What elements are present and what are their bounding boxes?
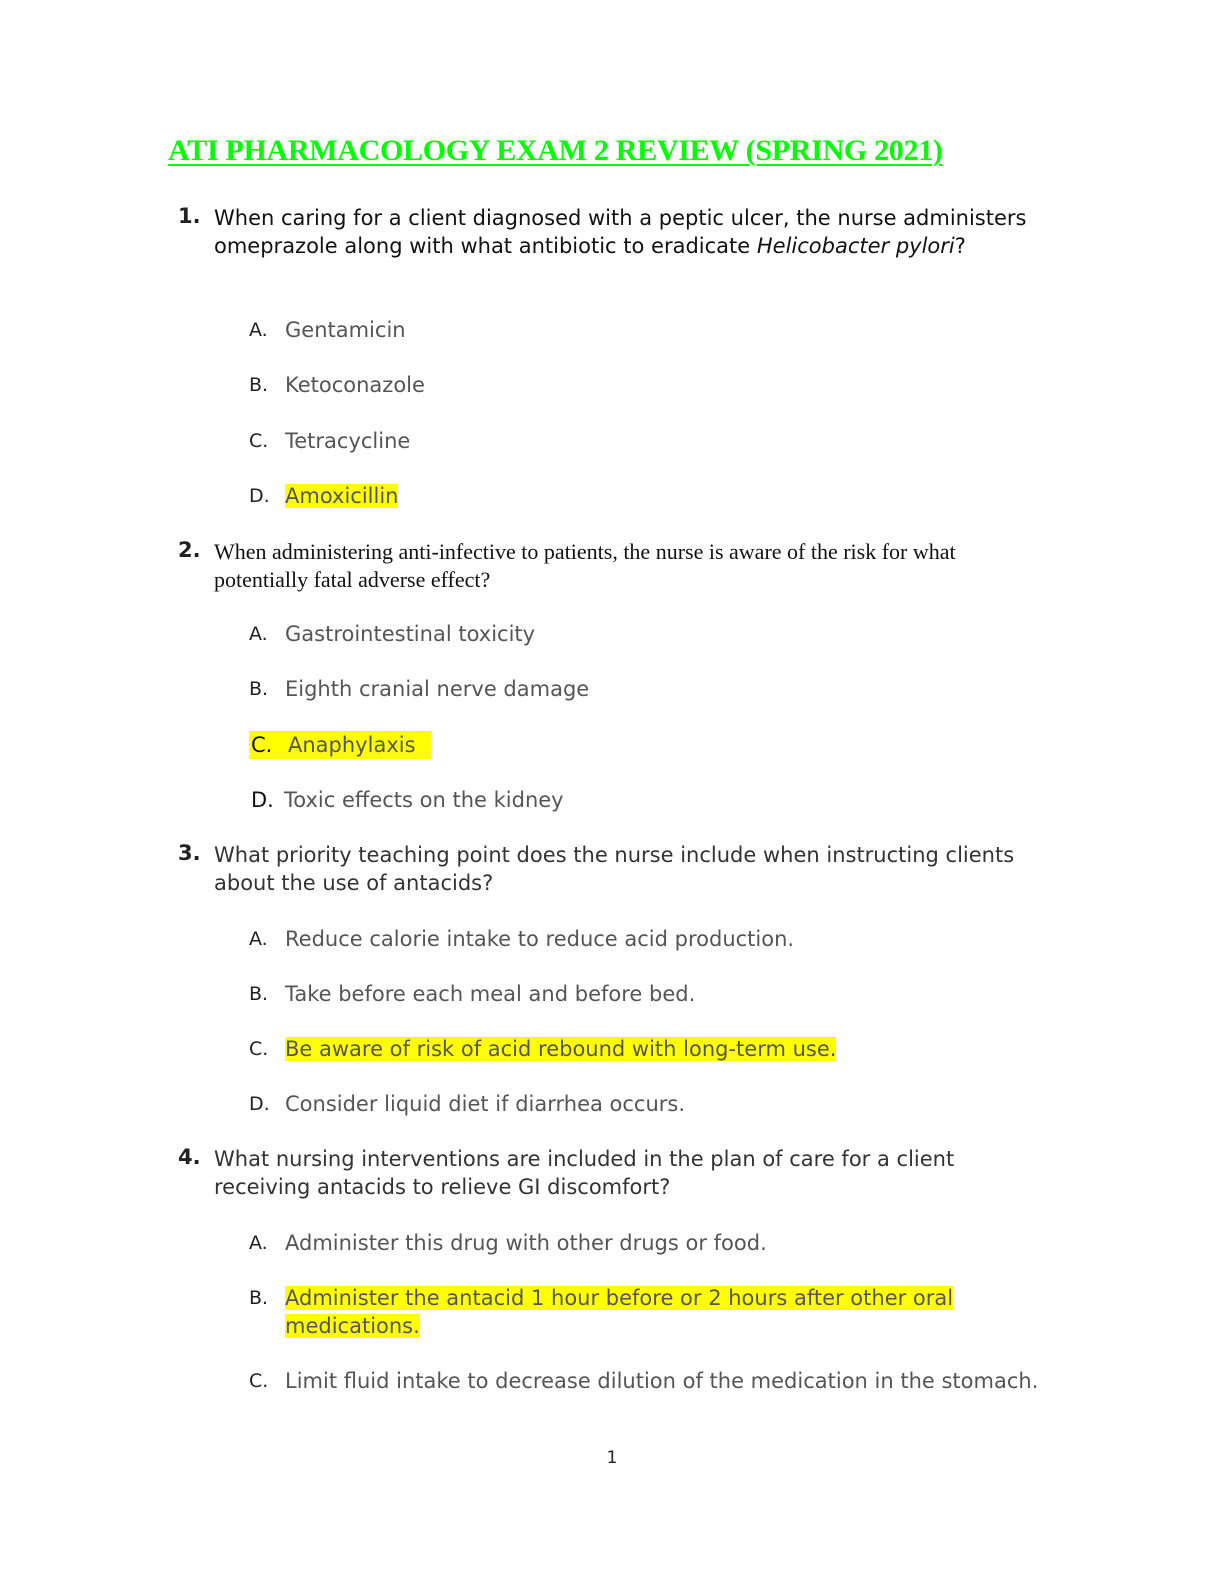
question-number: 1. xyxy=(178,204,201,228)
highlighted-answer: Be aware of risk of acid rebound with long-term use. xyxy=(285,1037,837,1061)
italic-organism: Helicobacter pylori xyxy=(756,234,955,258)
page-number: 1 xyxy=(606,1448,618,1468)
question-number: 3. xyxy=(178,841,201,865)
highlighted-answer: Administer the antacid 1 hour before or 2 hours after other oral medications. xyxy=(285,1286,954,1338)
highlighted-answer: Anaphylaxis xyxy=(288,733,416,757)
document-page: ATI PHARMACOLOGY EXAM 2 REVIEW (SPRING 2021) 1. When caring for a client diagnosed with a peptic ulcer, the nurse administers omeprazole along with what antibiotic to eradicate Helicobacter pylori? A. Gentamicin B. Ketoconazole C. Tetracycline D. Amoxicillin 2. When administering anti-infective to patients, the nurse is aware of the risk for what potentially fatal adverse effect? A. Gastrointestinal toxicity B. Eighth cranial nerve damage C. Anaphylaxis D. Toxic effects on the kidney 3. What priority teaching point does the nurse include when instructing clients about the use of antacids? A. Reduce calorie intake to reduce acid production. B. Take before each meal and before bed. C. Be aware of risk of acid rebound with long-term use. D. Consider liquid diet if diarrhea occurs. 4. What nursing interventions are included in the plan of care for a client receiving antacids to relieve GI discomfort? A. Administer this drug with other drugs or food. B. Administer the antacid 1 hour before or 2 hours after other oral medications. C. Limit fluid intake to decrease dilution of the medication in the stomach. 1 xyxy=(0,0,1224,1584)
question-number: 2. xyxy=(178,538,201,562)
question-text: When administering anti-infective to patients, the nurse is aware of the risk for what potentially fatal adverse effect? xyxy=(214,539,956,592)
highlighted-answer: Amoxicillin xyxy=(285,484,399,508)
question-number: 4. xyxy=(178,1145,201,1169)
question-text: When caring for a client diagnosed with a peptic ulcer, the nurse administers omeprazole along with what antibiotic to eradicate Helicobacter pylori? xyxy=(214,206,1027,258)
question-text: What nursing interventions are included in the plan of care for a client receiving antacids to relieve GI discomfort? xyxy=(214,1147,955,1199)
question-text: What priority teaching point does the nurse include when instructing clients about the use of antacids? xyxy=(214,843,1015,895)
document-title: ATI PHARMACOLOGY EXAM 2 REVIEW (SPRING 2021) xyxy=(168,134,943,167)
